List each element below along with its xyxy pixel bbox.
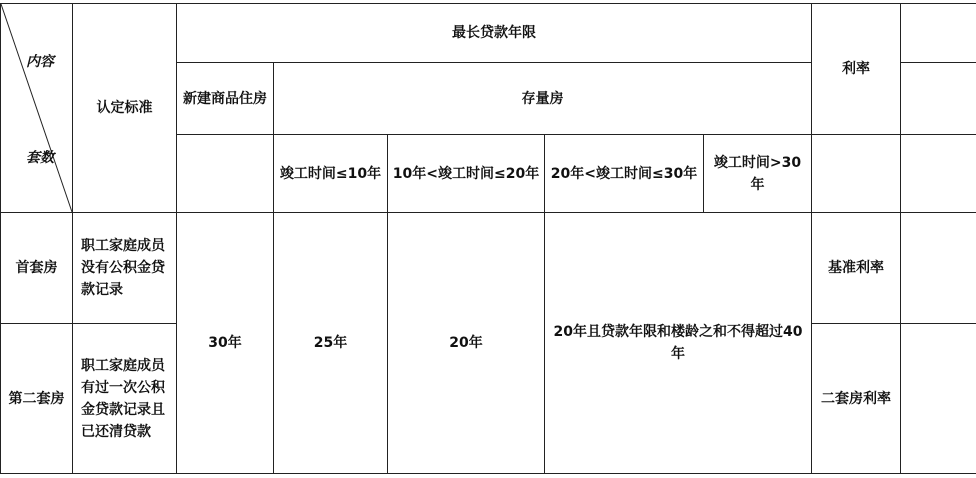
rate-second-home: 二套房利率 bbox=[821, 390, 891, 407]
value-new-house: 30年 bbox=[208, 335, 242, 351]
corner-diagonal bbox=[0, 3, 73, 213]
sub-header-over30: 竣工时间>30年 bbox=[713, 154, 802, 193]
new-house-header: 新建商品住房 bbox=[183, 90, 267, 107]
rate-first-home: 基准利率 bbox=[828, 260, 884, 276]
row-label-second-home: 第二套房 bbox=[8, 390, 65, 407]
value-over20: 20年且贷款年限和楼龄之和不得超过40年 bbox=[553, 324, 803, 362]
row-label-first-home: 首套房 bbox=[15, 260, 58, 276]
corner-bottom-label: 套数 bbox=[26, 150, 54, 166]
existing-house-header: 存量房 bbox=[521, 90, 564, 107]
criteria-second-home: 职工家庭成员有过一次公积金贷款记录且已还清贷款 bbox=[81, 357, 165, 440]
rate-header: 利率 bbox=[842, 61, 870, 77]
criteria-header: 认定标准 bbox=[96, 100, 153, 116]
criteria-first-home: 职工家庭成员没有公积金贷款记录 bbox=[81, 238, 165, 298]
max-term-header: 最长贷款年限 bbox=[452, 25, 536, 41]
value-10-20: 20年 bbox=[449, 335, 483, 351]
sub-header-10-20: 10年<竣工时间≤20年 bbox=[392, 165, 540, 182]
corner-top-label: 内容 bbox=[26, 54, 54, 70]
sub-header-lt10: 竣工时间≤10年 bbox=[279, 165, 382, 182]
value-lt10: 25年 bbox=[313, 335, 348, 351]
sub-header-20-30: 20年<竣工时间≤30年 bbox=[550, 165, 698, 182]
